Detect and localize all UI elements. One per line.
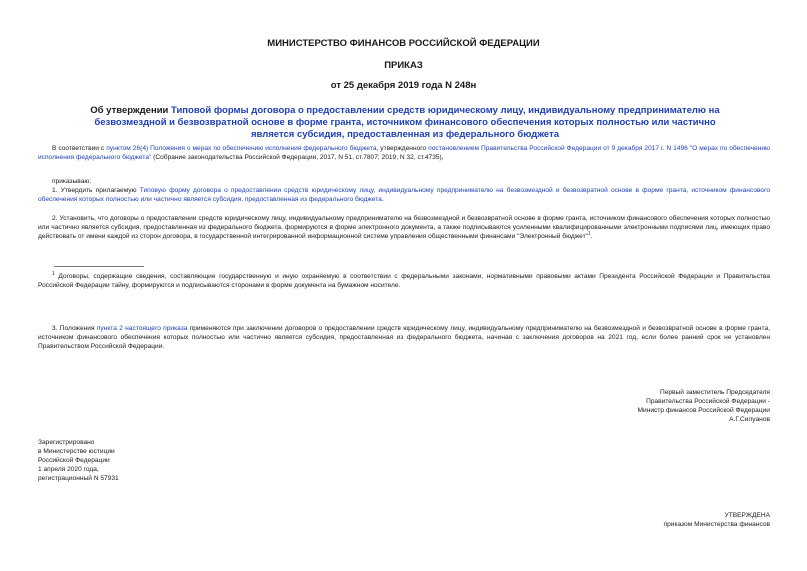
registration-number: регистрационный N 57931 (38, 475, 119, 482)
intro-text-3: (Собрание законодательства Российской Федерации, 2017, N 51, ст.7807; 2019, N 32, ст.4735), (151, 154, 444, 161)
footnote-marker: 1 (52, 270, 55, 277)
approval-block (550, 511, 770, 529)
registration-line-1: Зарегистрировано (38, 439, 95, 446)
intro-link-2[interactable]: постановлением Правительства Российской Федерации от 9 декабря 2017 г. N 1496 "О мерах по обеспечению исполнения федерального бюджета" (38, 145, 770, 161)
footnote-divider (54, 266, 144, 267)
item-2-end: . (590, 233, 593, 240)
intro-text-2: , утвержденного (376, 145, 429, 152)
title-link[interactable]: Типовой формы договора о предоставлении средств юридическому лицу, индивидуальному предпринимателю на безвозмездной и безвозвратной основе в форме гранта, источником финансового обеспечения которых полностью или частично является субсидия, предоставленная из федерального бюджета (94, 105, 720, 140)
intro-text-1: В соответствии с (52, 145, 107, 152)
item-1-link[interactable]: Типовую форму договора о предоставлении средств юридическому лицу, индивидуальному предпринимателю на безвозмездной и безвозвратной основе в форме гранта, источником финансового обеспечения которых полностью или частично является субсидия, предоставленная из федерального бюджета (38, 187, 771, 203)
item-3-link[interactable]: пункта 2 настоящего приказа (96, 325, 188, 332)
item-1-end: . (381, 196, 384, 203)
signature-line-1: Первый заместитель Председателя (659, 389, 770, 396)
signature-name: А.Г.Силуанов (729, 416, 770, 423)
signature-block (550, 388, 770, 424)
registration-line-3: Российской Федерации (38, 457, 110, 464)
footnote-ref[interactable]: 1 (587, 230, 591, 237)
ministry-heading: МИНИСТЕРСТВО ФИНАНСОВ РОССИЙСКОЙ ФЕДЕРАЦИИ (267, 38, 540, 49)
intro-paragraph (38, 144, 770, 162)
registration-date: 1 апреля 2020 года, (38, 466, 99, 473)
item-1-paragraph (38, 186, 770, 204)
signature-line-2: Правительства Российской Федерации - (646, 398, 770, 405)
orders-label: приказываю: (52, 178, 92, 185)
item-3-paragraph (38, 324, 770, 351)
intro-link-1[interactable]: пунктом 26(4) Положения о мерах по обеспечению исполнения федерального бюджета (106, 145, 377, 152)
registration-line-2: в Министерстве юстиции (38, 448, 115, 455)
footnote-paragraph (38, 272, 770, 290)
signature-line-3: Министр финансов Российской Федерации (637, 407, 770, 414)
document-title (90, 105, 720, 141)
footnote-text: Договоры, содержащие сведения, составляющие государственную и иную охраняемую в соответствии с федеральными законами, нормативными правовыми актами Президента Российской Федерации и Правительства Российской Федерации тайну, формируются и подписываются сторонами в форме документа на бумажном носителе. (38, 273, 770, 289)
registration-block (38, 438, 198, 483)
title-prefix: Об утверждении (90, 105, 172, 116)
item-1-text: 1. Утвердить прилагаемую (52, 187, 140, 194)
order-heading: ПРИКАЗ (384, 60, 423, 71)
item-3-text: 3. Положения (52, 325, 97, 332)
item-2-text: 2. Установить, что договоры о предоставлении средств юридическому лицу, индивидуальному предпринимателю на безвозмездной и безвозвратной основе в форме гранта, источником финансового обеспечения которых полностью или частично является субсидия, предоставленная из федерального бюджета, формируются в форме электронного документа, а также подписываются усиленными квалифицированными электронными подписями лиц, имеющих право действовать от имени каждой из сторон договора, в государственной интегрированной информационной системе управления общественными финансами "Электронный бюджет" (38, 215, 770, 240)
item-2-paragraph (38, 214, 770, 241)
item-3-rest: применяются при заключении договоров о предоставлении средств юридическому лицу, индивидуальному предпринимателю на безвозмездной и безвозвратной основе в форме гранта, источником финансового обеспечения которых полностью или частично является субсидия, предоставленная из федерального бюджета, начиная с заключения договоров на 2021 год, если более ранний срок не установлен Правительством Российской Федерации. (38, 325, 770, 350)
approval-line-2: приказом Министерства финансов (663, 521, 770, 528)
approval-line-1: УТВЕРЖДЕНА (724, 512, 770, 519)
order-date: от 25 декабря 2019 года N 248н (330, 80, 477, 91)
